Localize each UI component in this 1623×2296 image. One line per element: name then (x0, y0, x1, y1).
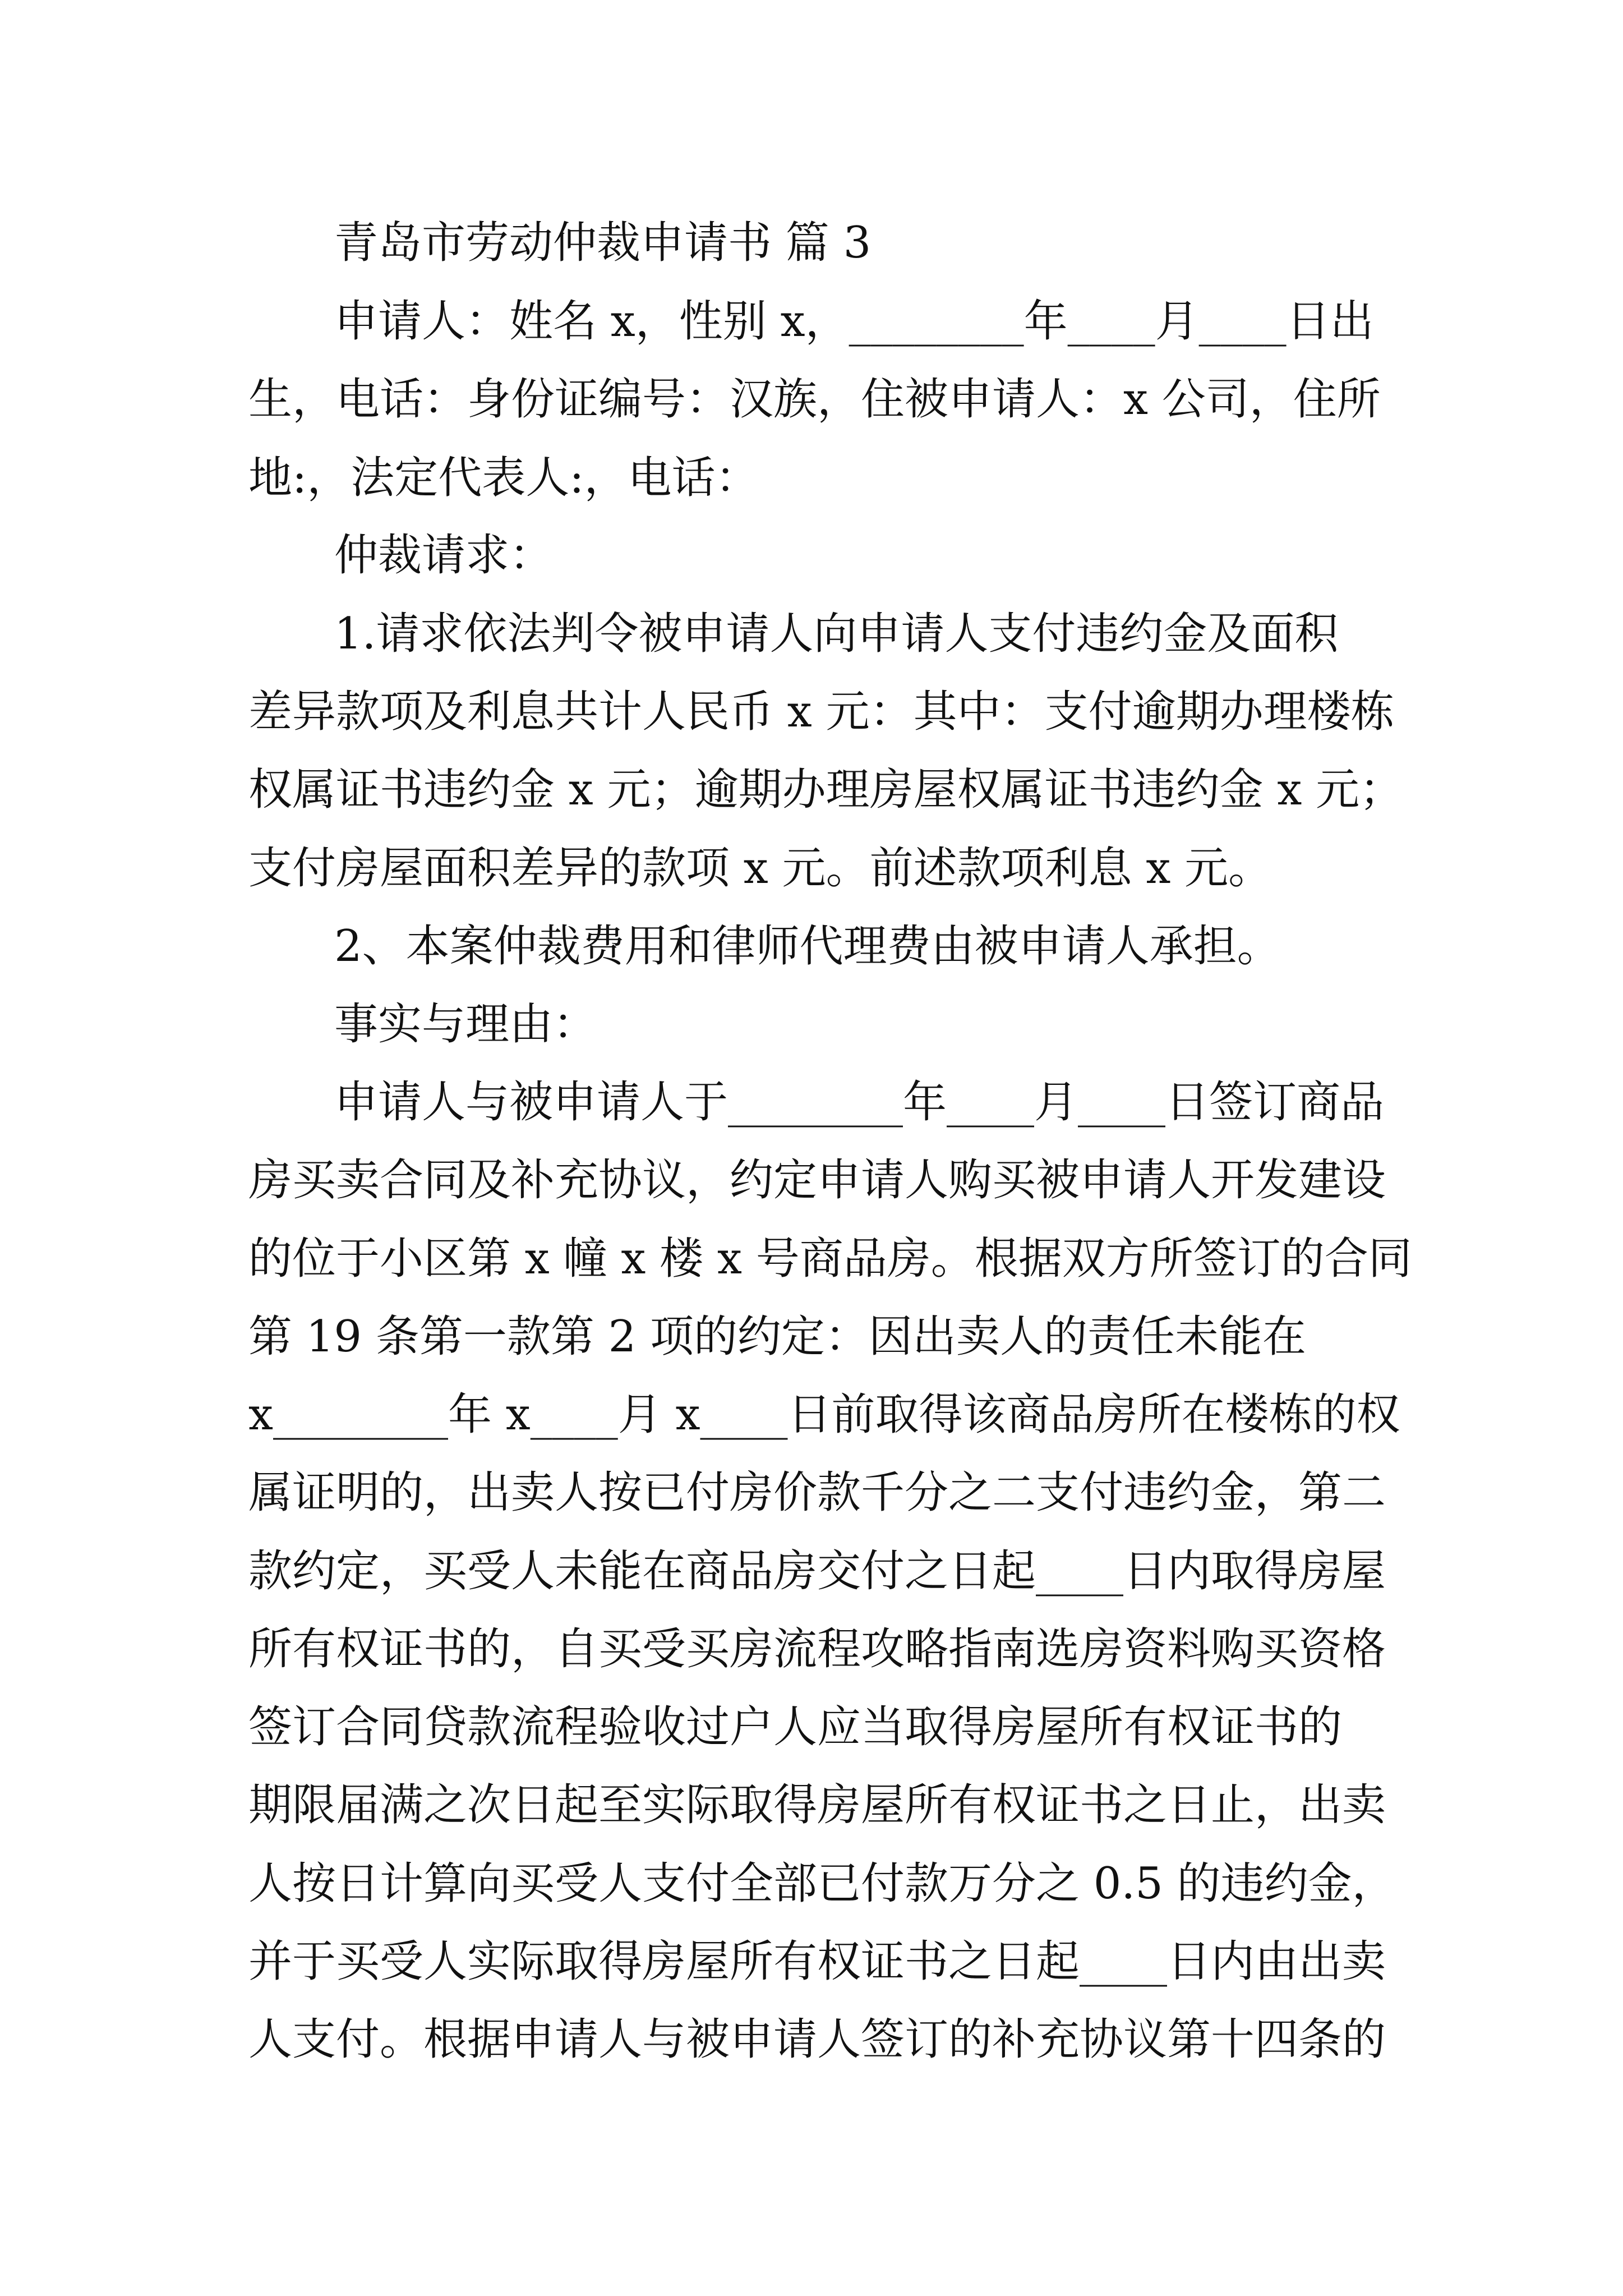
text-line: 2、本案仲裁费用和律师代理费由被申请人承担。 (334, 921, 1281, 972)
text-line: 的位于小区第 x 幢 x 楼 x 号商品房。根据双方所签订的合同 (248, 1234, 1412, 1284)
text-line: x________年 x____月 x____日前取得该商品房所在楼栋的权 (248, 1389, 1400, 1440)
text-line: 支付房屋面积差异的款项 x 元。前述款项利息 x 元。 (248, 843, 1272, 894)
text-line: 属证明的，出卖人按已付房价款千分之二支付违约金，第二 (248, 1467, 1386, 1518)
text-line: 地:，法定代表人:，电话： (248, 453, 759, 503)
text-line: 1.请求依法判令被申请人向申请人支付违约金及面积 (334, 609, 1339, 659)
text-line: 款约定，买受人未能在商品房交付之日起____日内取得房屋 (248, 1546, 1386, 1596)
text-line: 申请人：姓名 x，性别 x，________年____月____日出 (334, 296, 1374, 347)
text-line: 所有权证书的，自买受买房流程攻略指南选房资料购买资格 (248, 1624, 1386, 1674)
section-heading-claims: 仲裁请求： (334, 530, 554, 581)
text-line: 并于买受人实际取得房屋所有权证书之日起____日内由出卖 (248, 1936, 1386, 1987)
text-line: 人支付。根据申请人与被申请人签订的补充协议第十四条的 (248, 2014, 1386, 2065)
text-line: 生，电话：身份证编号：汉族，住被申请人：x 公司，住所 (248, 374, 1381, 425)
text-line: 期限届满之次日起至实际取得房屋所有权证书之日止，出卖 (248, 1780, 1386, 1830)
text-line: 申请人与被申请人于________年____月____日签订商品 (334, 1077, 1385, 1128)
section-heading-facts: 事实与理由： (334, 999, 597, 1050)
text-line: 人按日计算向买受人支付全部已付款万分之 0.5 的违约金， (248, 1858, 1396, 1909)
text-line: 差异款项及利息共计人民币 x 元：其中：支付逾期办理楼栋 (248, 687, 1395, 737)
document-title: 青岛市劳动仲裁申请书 篇 3 (334, 218, 872, 268)
text-line: 第 19 条第一款第 2 项的约定：因出卖人的责任未能在 (248, 1312, 1307, 1362)
text-line: 权属证书违约金 x 元；逾期办理房屋权属证书违约金 x 元； (248, 765, 1404, 815)
text-line: 签订合同贷款流程验收过户人应当取得房屋所有权证书的 (248, 1702, 1343, 1752)
text-line: 房买卖合同及补充协议，约定申请人购买被申请人开发建设 (248, 1155, 1386, 1205)
